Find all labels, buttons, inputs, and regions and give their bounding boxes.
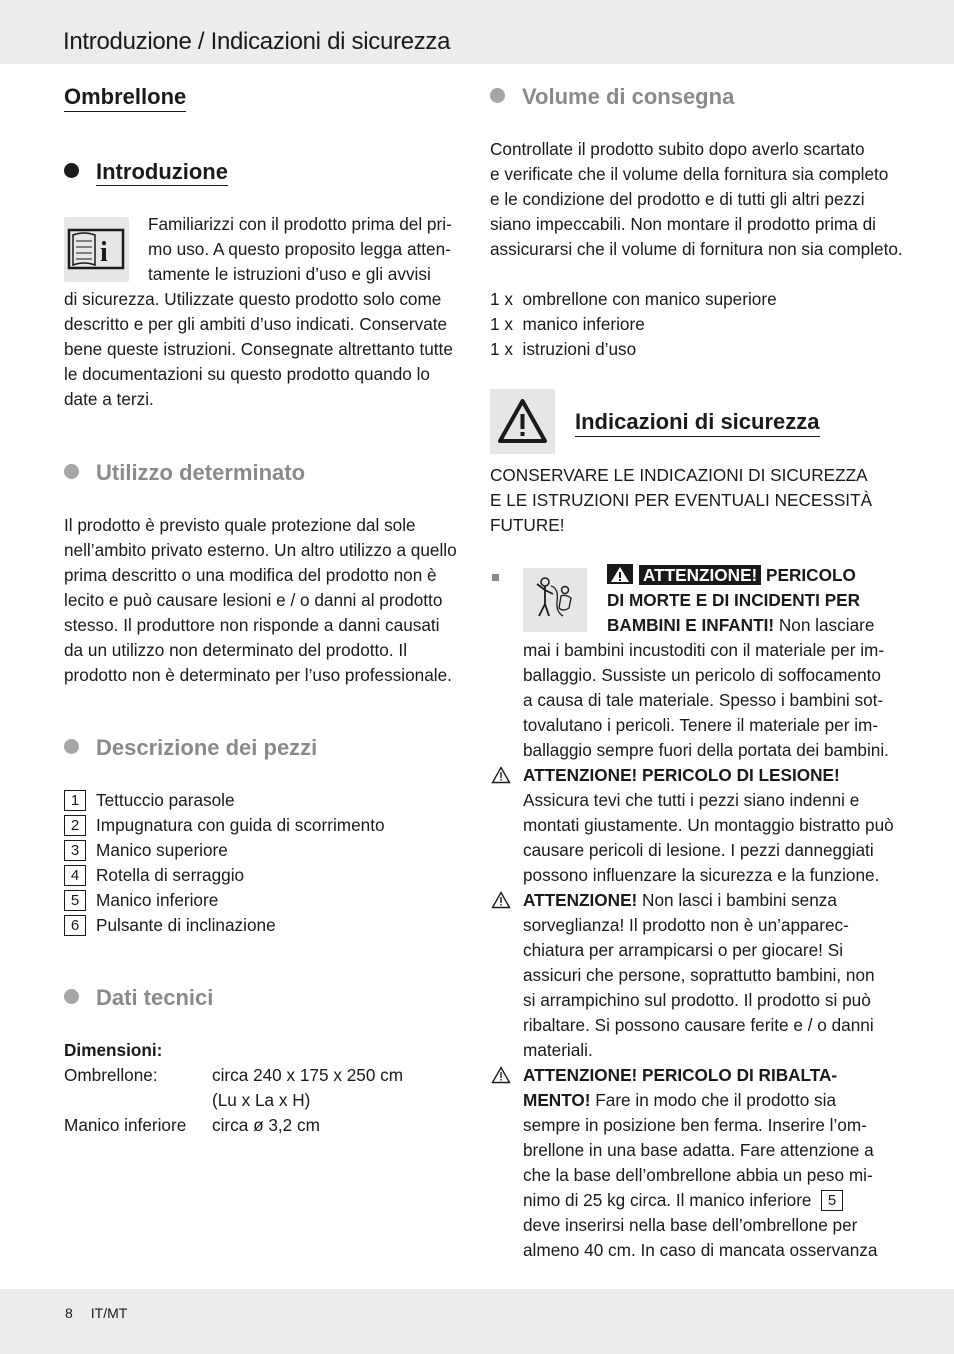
delivery-line: e verificate che il volume della fornitura sia completo <box>490 164 889 184</box>
intro-line: mo uso. A questo proposito legga atten- <box>148 239 451 259</box>
warning-bold-text: ATTENZIONE! PERICOLO DI LESIONE! <box>523 765 840 785</box>
dimensions-label: Dimensioni: <box>64 1040 163 1060</box>
part-number: 6 <box>64 915 86 936</box>
spec-value: (Lu x La x H) <box>212 1090 311 1110</box>
product-title: Ombrellone <box>64 84 186 112</box>
page-footer <box>0 1289 954 1354</box>
warning-triangle-icon <box>491 766 511 784</box>
part-label: Pulsante di inclinazione <box>96 915 276 935</box>
caps-line: CONSERVARE LE INDICAZIONI DI SICUREZZA <box>490 465 868 485</box>
attention-badge: ATTENZIONE! <box>639 565 761 585</box>
warning-line: si arrampichino sul prodotto. Il prodotto si può <box>523 990 871 1010</box>
use-line: prima descritto o una modifica del prodotto non è <box>64 565 437 585</box>
section-bullet-icon <box>64 163 79 178</box>
list-item <box>64 813 385 838</box>
warning-text: Fare in modo che il prodotto sia <box>595 1090 837 1110</box>
section-heading-introduzione: Introduzione <box>64 159 228 185</box>
use-line: nell’ambito privato esterno. Un altro utilizzo a quello <box>64 540 457 560</box>
warning-line: mai i bambini incustoditi con il materiale per im- <box>523 640 885 660</box>
warning-line: che la base dell’ombrellone abbia un peso mi- <box>523 1165 873 1185</box>
warning-line: deve inserirsi nella base dell’ombrellone per <box>523 1215 858 1235</box>
use-line: Il prodotto è previsto quale protezione dal sole <box>64 515 416 535</box>
warning-line: ballaggio sempre fuori della portata dei bambini. <box>523 740 889 760</box>
part-number: 1 <box>64 790 86 811</box>
footer-text <box>65 1305 145 1321</box>
child-suffocation-icon <box>523 568 587 632</box>
list-item: 1 x istruzioni d’uso <box>490 339 637 359</box>
warning-line: materiali. <box>523 1040 593 1060</box>
list-item <box>64 863 385 888</box>
read-instructions-icon <box>64 217 129 282</box>
warning-line: ribaltare. Si possono causare ferite e / o danni <box>523 1015 874 1035</box>
delivery-line: siano impeccabili. Non montare il prodotto prima di <box>490 214 876 234</box>
intro-line: di sicurezza. Utilizzate questo prodotto solo come <box>64 289 442 309</box>
part-number: 4 <box>64 865 86 886</box>
use-line: lecito e può causare lesioni e / o danni al prodotto <box>64 590 443 610</box>
intro-line: date a terzi. <box>64 389 154 409</box>
section-bullet-icon <box>64 739 79 754</box>
use-line: prodotto non è determinato per l’uso professionale. <box>64 665 452 685</box>
warning-tipping <box>523 1063 877 1263</box>
spec-value: circa 240 x 175 x 250 cm <box>212 1065 404 1085</box>
warning-bold-text: BAMBINI E INFANTI! <box>607 615 775 635</box>
section-bullet-icon <box>64 464 79 479</box>
part-label: Manico superiore <box>96 840 228 860</box>
part-number-reference: 5 <box>821 1190 843 1211</box>
warning-line: sorveglianza! Il prodotto non è un’apparec- <box>523 915 849 935</box>
warning-injury <box>523 763 894 888</box>
delivery-line: e le condizione del prodotto e di tutti gli altri pezzi <box>490 189 865 209</box>
use-line: stesso. Il produttore non risponde a danni causati <box>64 615 440 635</box>
spec-label: Manico inferiore <box>64 1115 187 1135</box>
warning-line: tovalutano i pericoli. Tenere il materiale per im- <box>523 715 879 735</box>
use-text <box>64 513 457 688</box>
warning-bold-text: DI MORTE E DI INCIDENTI PER <box>607 590 861 610</box>
intro-line: tamente le istruzioni d’uso e gli avvisi <box>148 264 431 284</box>
list-item <box>64 888 385 913</box>
section-bullet-icon <box>64 989 79 1004</box>
spec-value: circa ø 3,2 cm <box>212 1115 320 1135</box>
list-item <box>64 913 385 938</box>
warning-bold-text: ATTENZIONE! <box>523 890 638 910</box>
page-number: 8 <box>65 1305 73 1321</box>
svg-text:i: i <box>100 237 108 268</box>
language-code: IT/MT <box>90 1305 128 1321</box>
delivery-line: assicurarsi che il volume di fornitura non sia completo. <box>490 239 903 259</box>
use-line: da un utilizzo non determinato del prodotto. Il <box>64 640 408 660</box>
warning-triangle-icon <box>490 389 555 454</box>
warning-children-body <box>523 638 889 763</box>
warning-line: chiatura per arrampicarsi o per giocare! Si <box>523 940 844 960</box>
warning-line: sempre in posizione ben ferma. Inserire l’om- <box>523 1115 867 1135</box>
warning-line: possono influenzare la sicurezza e la funzione. <box>523 865 880 885</box>
section-heading-dati-tecnici: Dati tecnici <box>64 985 213 1011</box>
warning-triangle-icon <box>491 891 511 909</box>
intro-line: bene queste istruzioni. Consegnate altrettanto tutte <box>64 339 453 359</box>
part-number: 5 <box>64 890 86 911</box>
section-bullet-icon <box>490 88 505 103</box>
warning-triangle-icon <box>491 1066 511 1084</box>
warning-line: assicuri che persone, soprattutto bambini, non <box>523 965 875 985</box>
warning-text: Non lasciare <box>778 615 875 635</box>
part-label: Rotella di serraggio <box>96 865 245 885</box>
part-number: 3 <box>64 840 86 861</box>
warning-bold-text: MENTO! <box>523 1090 591 1110</box>
list-item: 1 x ombrellone con manico superiore <box>490 289 777 309</box>
page-header-title: Introduzione / Indicazioni di sicurezza <box>63 28 451 55</box>
warning-triangle-icon <box>607 564 633 584</box>
square-bullet-icon <box>492 574 499 581</box>
delivery-line: Controllate il prodotto subito dopo averlo scartato <box>490 139 865 159</box>
caps-line: FUTURE! <box>490 515 565 535</box>
intro-text <box>64 287 453 412</box>
intro-line: descritto e per gli ambiti d’uso indicati. Conservate <box>64 314 448 334</box>
part-label: Impugnatura con guida di scorrimento <box>96 815 385 835</box>
intro-line: Familiarizzi con il prodotto prima del pri- <box>148 214 452 234</box>
warning-line: nimo di 25 kg circa. Il manico inferiore <box>523 1190 812 1210</box>
intro-text-wrapped <box>148 212 452 287</box>
warning-line: brellone in una base adatta. Fare attenzione a <box>523 1140 874 1160</box>
warning-line: causare pericoli di lesione. I pezzi danneggiati <box>523 840 874 860</box>
list-item: 1 x manico inferiore <box>490 314 645 334</box>
intro-line: le documentazioni su questo prodotto quando lo <box>64 364 430 384</box>
part-label: Manico inferiore <box>96 890 219 910</box>
warning-climbing <box>523 888 875 1063</box>
warning-text: Non lasci i bambini senza <box>642 890 837 910</box>
warning-line: a causa di tale materiale. Spesso i bambini sot- <box>523 690 884 710</box>
warning-line: Assicura tevi che tutti i pezzi siano indenni e <box>523 790 860 810</box>
warning-children <box>607 563 874 638</box>
delivery-list <box>490 287 777 362</box>
section-heading-utilizzo: Utilizzo determinato <box>64 460 305 486</box>
part-label: Tettuccio parasole <box>96 790 235 810</box>
spec-label: Ombrellone: <box>64 1065 158 1085</box>
caps-line: E LE ISTRUZIONI PER EVENTUALI NECESSITÀ <box>490 490 873 510</box>
warning-bold-text: PERICOLO <box>766 565 856 585</box>
list-item <box>64 838 385 863</box>
section-heading-volume: Volume di consegna <box>490 84 734 110</box>
warning-line: ballaggio. Sussiste un pericolo di soffocamento <box>523 665 881 685</box>
warning-bold-text: ATTENZIONE! PERICOLO DI RIBALTA- <box>523 1065 838 1085</box>
warning-line: almeno 40 cm. In caso di mancata osservanza <box>523 1240 878 1260</box>
section-heading-sicurezza: Indicazioni di sicurezza <box>575 409 820 437</box>
section-heading-descrizione: Descrizione dei pezzi <box>64 735 317 761</box>
warning-line: montati giustamente. Un montaggio bistratto può <box>523 815 894 835</box>
list-item <box>64 788 385 813</box>
safety-caps-notice <box>490 463 872 538</box>
parts-list <box>64 788 385 938</box>
delivery-text <box>490 137 903 262</box>
part-number: 2 <box>64 815 86 836</box>
